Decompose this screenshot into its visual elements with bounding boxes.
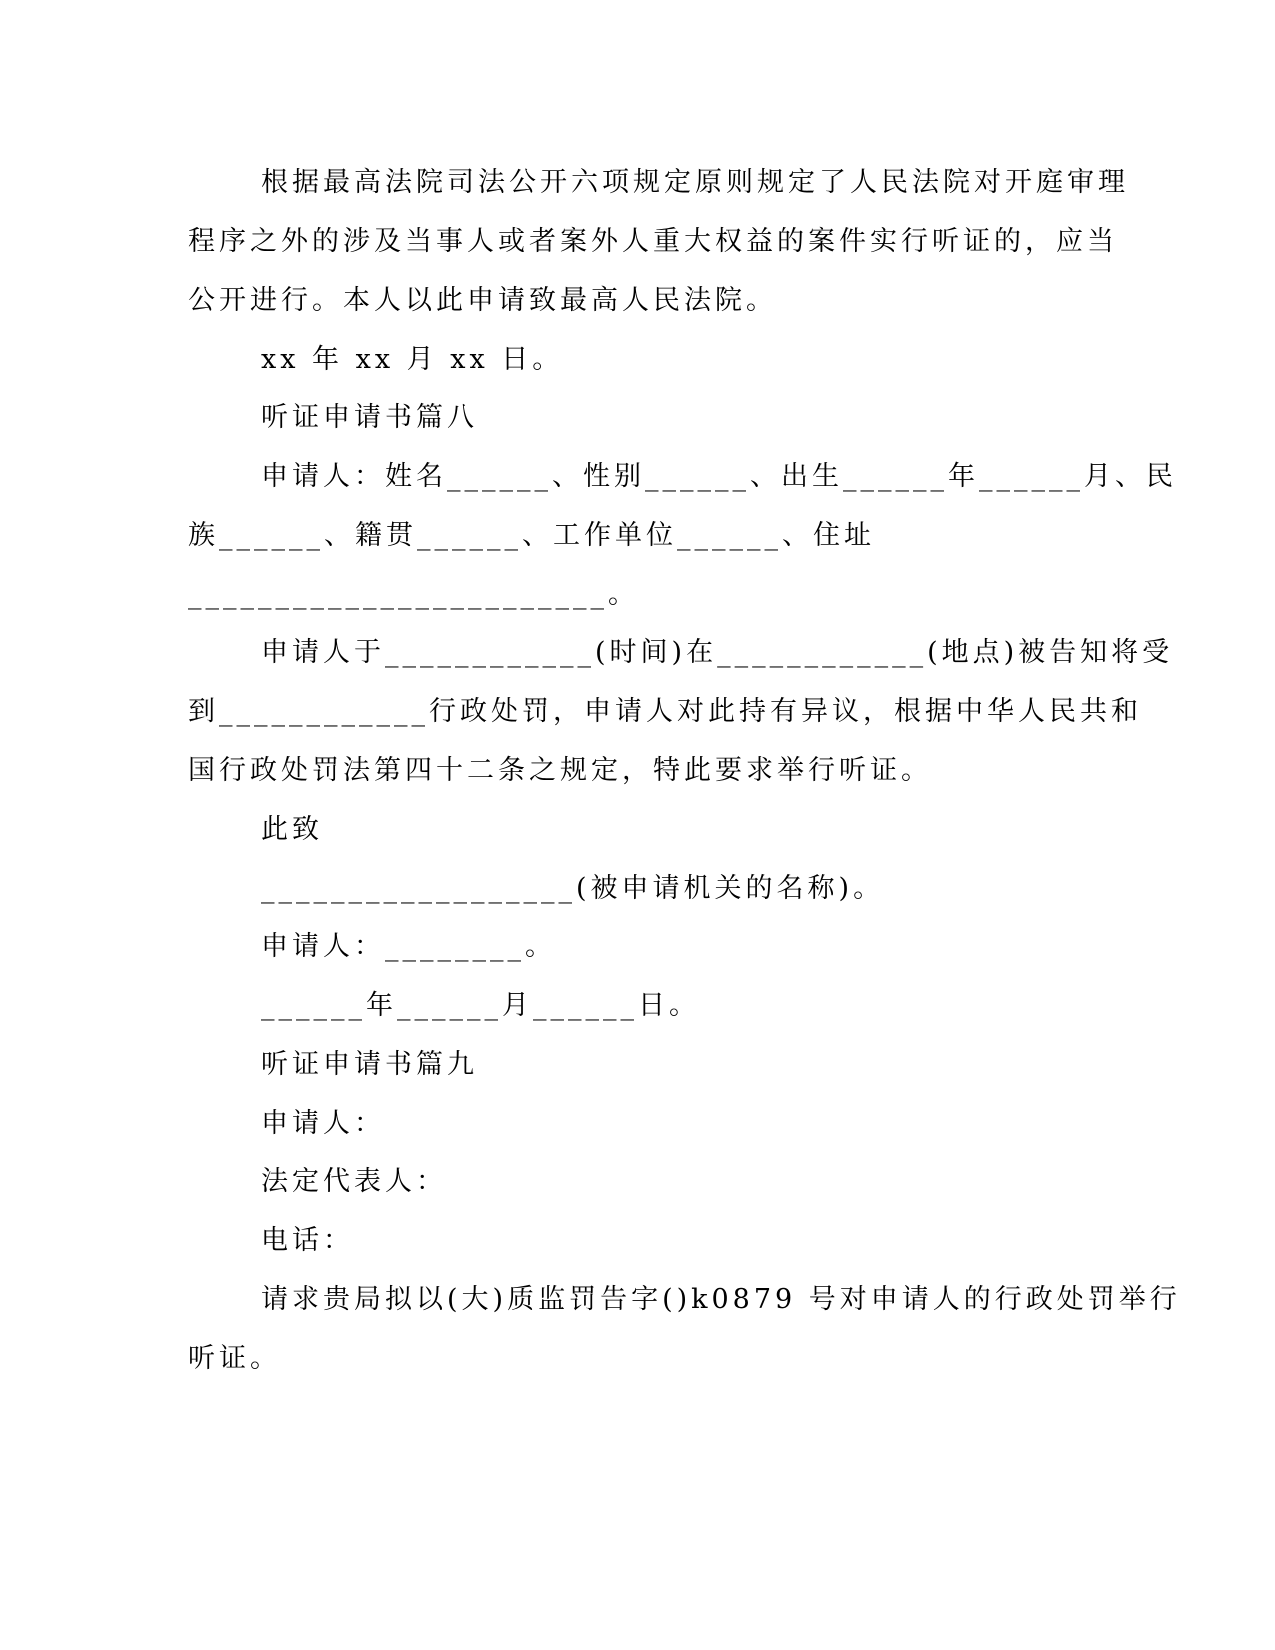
paragraph-1-line-3: 公开进行。本人以此申请致最高人民法院。 <box>188 285 777 316</box>
request-paragraph-line-3: 国行政处罚法第四十二条之规定，特此要求举行听证。 <box>188 755 932 786</box>
hearing-request-line-1: 请求贵局拟以(大)质监罚告字()k0879 号对申请人的行政处罚举行 <box>261 1284 1181 1315</box>
signature-line: 申请人：________。 <box>261 931 556 962</box>
hearing-request-line-2: 听证。 <box>188 1343 281 1374</box>
section-heading-9: 听证申请书篇九 <box>261 1049 478 1080</box>
applicant-info-line-1: 申请人：姓名______、性别______、出生______年______月、民 <box>261 461 1177 492</box>
applicant-info-line-2: 族______、籍贯______、工作单位______、住址 <box>188 520 875 551</box>
paragraph-1-line-2: 程序之外的涉及当事人或者案外人重大权益的案件实行听证的，应当 <box>188 226 1118 257</box>
legal-representative-label: 法定代表人： <box>261 1166 447 1197</box>
request-paragraph-line-2: 到____________行政处罚，申请人对此持有异议，根据中华人民共和 <box>188 696 1142 727</box>
date-line: xx 年 xx 月 xx 日。 <box>261 344 564 375</box>
salutation: 此致 <box>261 814 323 845</box>
applicant-label: 申请人： <box>261 1108 385 1139</box>
applicant-info-line-3: ________________________。 <box>188 579 639 610</box>
paragraph-1-line-1: 根据最高法院司法公开六项规定原则规定了人民法院对开庭审理 <box>261 167 1129 198</box>
request-paragraph-line-1: 申请人于____________(时间)在____________(地点)被告知将受 <box>261 637 1174 668</box>
section-heading-8: 听证申请书篇八 <box>261 402 478 433</box>
phone-label: 电话： <box>261 1225 354 1256</box>
recipient-line: __________________(被申请机关的名称)。 <box>261 873 885 904</box>
signature-date-line: ______年______月______日。 <box>261 990 700 1021</box>
